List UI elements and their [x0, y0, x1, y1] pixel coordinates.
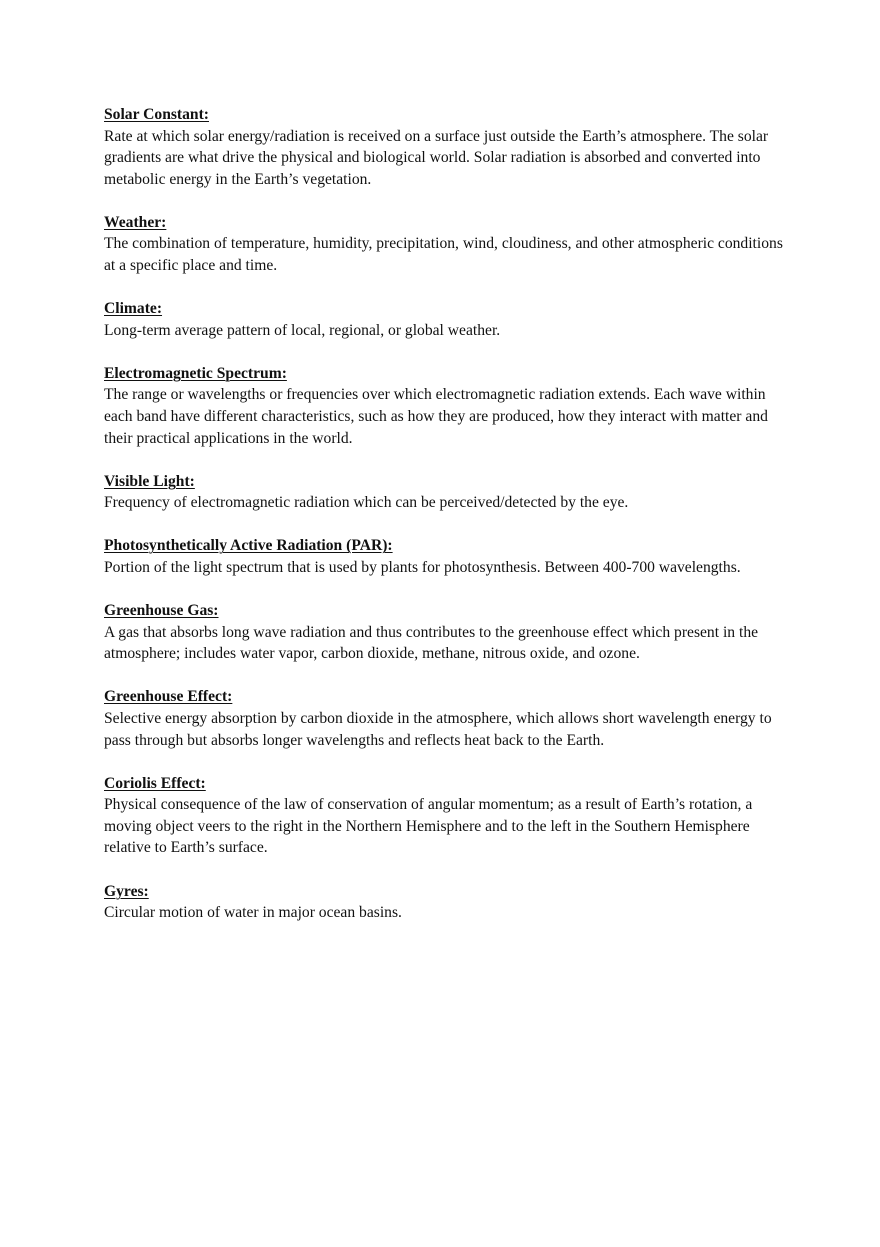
glossary-entry-coriolis-effect [104, 773, 784, 859]
term-definition: Physical consequence of the law of conservation of angular momentum; as a result of Earth’s rotation, a moving object veers to the right in the Northern Hemisphere and to the left in the Southern Hemisphere relative to Earth’s surface. [104, 796, 753, 857]
term-heading: Greenhouse Effect: [104, 688, 233, 706]
glossary-entry-electromagnetic-spectrum [104, 363, 784, 449]
term-definition: The range or wavelengths or frequencies over which electromagnetic radiation extends. Each wave within each band have different characteristics, such as how they are produced, how they interact with matter and their practical applications in the world. [104, 386, 768, 447]
glossary-entry-par [104, 535, 784, 578]
term-definition: Circular motion of water in major ocean basins. [104, 904, 402, 922]
term-definition: A gas that absorbs long wave radiation and thus contributes to the greenhouse effect which present in the atmosphere; includes water vapor, carbon dioxide, methane, nitrous oxide, and ozone. [104, 623, 759, 663]
term-heading: Climate: [104, 300, 163, 318]
term-definition: Frequency of electromagnetic radiation which can be perceived/detected by the eye. [104, 494, 629, 512]
term-heading: Weather: [104, 213, 167, 231]
glossary-list [104, 104, 784, 945]
glossary-entry-greenhouse-effect [104, 686, 784, 751]
term-heading: Photosynthetically Active Radiation (PAR): [104, 537, 393, 555]
glossary-entry-greenhouse-gas [104, 600, 784, 665]
term-definition: Portion of the light spectrum that is used by plants for photosynthesis. Between 400-700 wavelengths. [104, 559, 741, 576]
term-heading: Electromagnetic Spectrum: [104, 364, 287, 382]
term-heading: Coriolis Effect: [104, 774, 206, 792]
glossary-entry-climate [104, 298, 784, 341]
glossary-entry-visible-light [104, 471, 784, 514]
glossary-entry-solar-constant [104, 104, 784, 190]
term-definition: The combination of temperature, humidity, precipitation, wind, cloudiness, and other atmospheric conditions at a specific place and time. [104, 235, 783, 275]
glossary-entry-gyres [104, 881, 784, 924]
term-definition: Rate at which solar energy/radiation is received on a surface just outside the Earth’s atmosphere. The solar gradients are what drive the physical and biological world. Solar radiation is absorbed and converted into metabolic energy in the Earth’s vegetation. [104, 127, 769, 188]
term-heading: Greenhouse Gas: [104, 602, 219, 620]
glossary-entry-weather [104, 212, 784, 277]
term-heading: Gyres: [104, 882, 149, 900]
term-heading: Solar Constant: [104, 106, 209, 123]
term-heading: Visible Light: [104, 472, 195, 490]
term-definition: Selective energy absorption by carbon dioxide in the atmosphere, which allows short wavelength energy to pass through but absorbs longer wavelengths and reflects heat back to the Earth. [104, 709, 772, 749]
term-definition: Long-term average pattern of local, regional, or global weather. [104, 321, 501, 339]
